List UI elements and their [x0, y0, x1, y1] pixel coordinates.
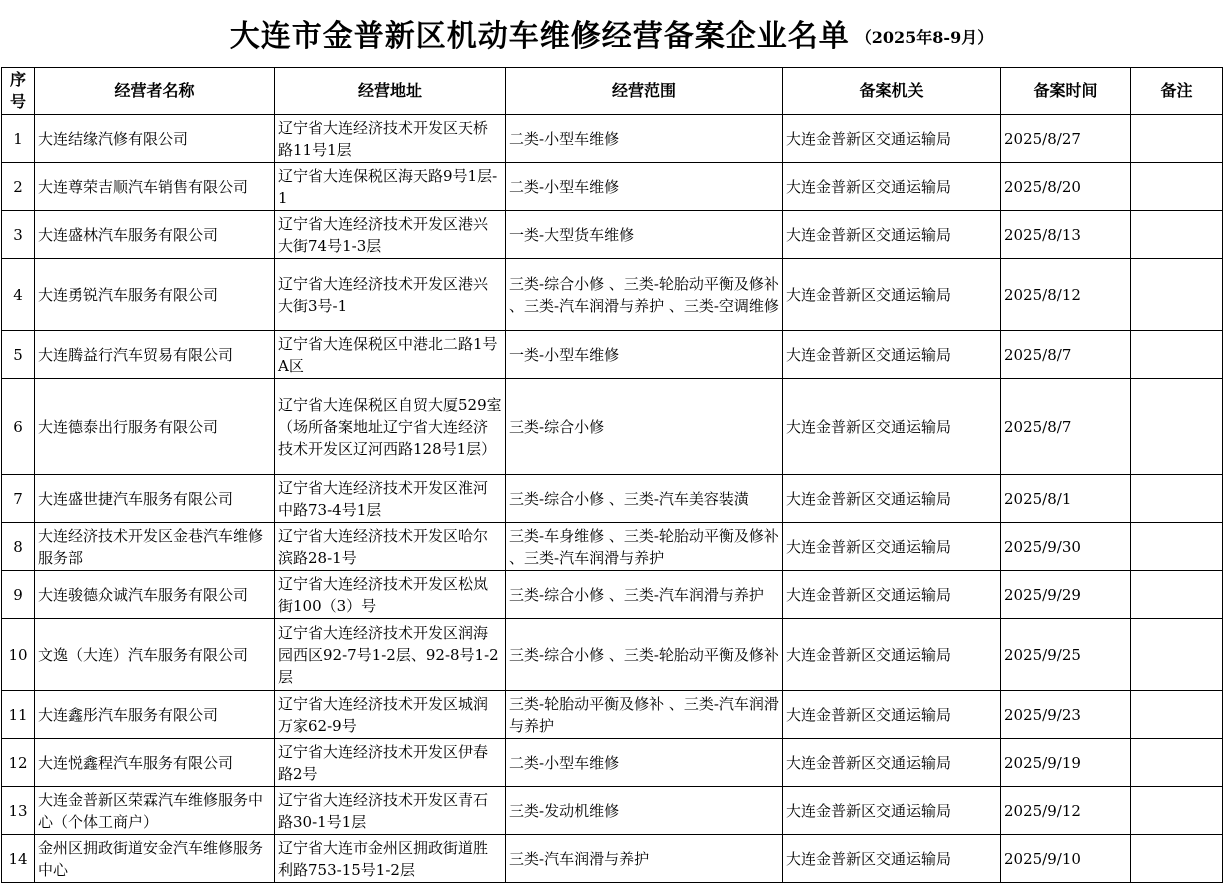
- cell-name: 大连经济技术开发区金巷汽车维修服务部: [35, 523, 275, 571]
- cell-date: 2025/8/20: [1001, 163, 1131, 211]
- cell-seq: 3: [2, 211, 35, 259]
- header-seq: 序号: [2, 68, 35, 115]
- cell-scope: 二类-小型车维修: [506, 115, 783, 163]
- cell-authority: 大连金普新区交通运输局: [783, 259, 1001, 331]
- cell-name: 大连腾益行汽车贸易有限公司: [35, 331, 275, 379]
- cell-remark: [1131, 259, 1223, 331]
- cell-authority: 大连金普新区交通运输局: [783, 787, 1001, 835]
- table-row: [2, 571, 1223, 619]
- cell-scope: 二类-小型车维修: [506, 739, 783, 787]
- cell-authority: 大连金普新区交通运输局: [783, 835, 1001, 883]
- cell-scope: 二类-小型车维修: [506, 163, 783, 211]
- cell-remark: [1131, 835, 1223, 883]
- cell-date: 2025/8/13: [1001, 211, 1131, 259]
- cell-authority: 大连金普新区交通运输局: [783, 691, 1001, 739]
- cell-seq: 7: [2, 475, 35, 523]
- table-row: [2, 163, 1223, 211]
- cell-remark: [1131, 331, 1223, 379]
- cell-seq: 5: [2, 331, 35, 379]
- cell-address: 辽宁省大连保税区自贸大厦529室（场所备案地址辽宁省大连经济技术开发区辽河西路128号1层）: [275, 379, 506, 475]
- registry-table: [1, 67, 1223, 883]
- cell-name: 文逸（大连）汽车服务有限公司: [35, 619, 275, 691]
- header-name: 经营者名称: [35, 68, 275, 115]
- cell-seq: 9: [2, 571, 35, 619]
- cell-scope: 三类-综合小修 、三类-汽车润滑与养护: [506, 571, 783, 619]
- cell-scope: 三类-轮胎动平衡及修补 、三类-汽车润滑与养护: [506, 691, 783, 739]
- cell-remark: [1131, 475, 1223, 523]
- cell-authority: 大连金普新区交通运输局: [783, 211, 1001, 259]
- cell-date: 2025/8/27: [1001, 115, 1131, 163]
- cell-authority: 大连金普新区交通运输局: [783, 331, 1001, 379]
- cell-authority: 大连金普新区交通运输局: [783, 619, 1001, 691]
- page-subtitle: （2025年8-9月）: [855, 27, 994, 47]
- cell-seq: 4: [2, 259, 35, 331]
- cell-date: 2025/8/12: [1001, 259, 1131, 331]
- cell-authority: 大连金普新区交通运输局: [783, 163, 1001, 211]
- cell-address: 辽宁省大连经济技术开发区润海园西区92-7号1-2层、92-8号1-2层: [275, 619, 506, 691]
- cell-seq: 12: [2, 739, 35, 787]
- table-row: [2, 691, 1223, 739]
- cell-date: 2025/8/1: [1001, 475, 1131, 523]
- table-row: [2, 523, 1223, 571]
- table-row: [2, 115, 1223, 163]
- cell-seq: 6: [2, 379, 35, 475]
- cell-seq: 10: [2, 619, 35, 691]
- cell-remark: [1131, 571, 1223, 619]
- cell-remark: [1131, 787, 1223, 835]
- cell-scope: 三类-车身维修 、三类-轮胎动平衡及修补 、三类-汽车润滑与养护: [506, 523, 783, 571]
- cell-scope: 三类-综合小修 、三类-汽车美容装潢: [506, 475, 783, 523]
- cell-address: 辽宁省大连经济技术开发区淮河中路73-4号1层: [275, 475, 506, 523]
- cell-date: 2025/9/19: [1001, 739, 1131, 787]
- cell-authority: 大连金普新区交通运输局: [783, 475, 1001, 523]
- table-row: [2, 259, 1223, 331]
- cell-remark: [1131, 163, 1223, 211]
- cell-remark: [1131, 115, 1223, 163]
- cell-authority: 大连金普新区交通运输局: [783, 115, 1001, 163]
- cell-address: 辽宁省大连经济技术开发区青石路30-1号1层: [275, 787, 506, 835]
- cell-address: 辽宁省大连经济技术开发区天桥路11号1层: [275, 115, 506, 163]
- cell-scope: 三类-综合小修 、三类-轮胎动平衡及修补: [506, 619, 783, 691]
- title-row: [0, 0, 1223, 66]
- header-scope: 经营范围: [506, 68, 783, 115]
- cell-address: 辽宁省大连经济技术开发区哈尔滨路28-1号: [275, 523, 506, 571]
- header-remark: 备注: [1131, 68, 1223, 115]
- table-row: [2, 787, 1223, 835]
- cell-scope: 一类-大型货车维修: [506, 211, 783, 259]
- cell-seq: 8: [2, 523, 35, 571]
- page-title: 大连市金普新区机动车维修经营备案企业名单: [229, 19, 850, 54]
- cell-address: 辽宁省大连保税区中港北二路1号A区: [275, 331, 506, 379]
- header-date: 备案时间: [1001, 68, 1131, 115]
- cell-remark: [1131, 619, 1223, 691]
- cell-address: 辽宁省大连市金州区拥政街道胜利路753-15号1-2层: [275, 835, 506, 883]
- cell-date: 2025/9/12: [1001, 787, 1131, 835]
- cell-address: 辽宁省大连经济技术开发区城润万家62-9号: [275, 691, 506, 739]
- cell-name: 大连尊荣吉顺汽车销售有限公司: [35, 163, 275, 211]
- table-row: [2, 835, 1223, 883]
- table-row: [2, 211, 1223, 259]
- cell-remark: [1131, 739, 1223, 787]
- cell-address: 辽宁省大连经济技术开发区伊春路2号: [275, 739, 506, 787]
- cell-name: 大连悦鑫程汽车服务有限公司: [35, 739, 275, 787]
- cell-authority: 大连金普新区交通运输局: [783, 739, 1001, 787]
- cell-name: 大连结缘汽修有限公司: [35, 115, 275, 163]
- cell-remark: [1131, 211, 1223, 259]
- cell-date: 2025/9/10: [1001, 835, 1131, 883]
- cell-name: 金州区拥政街道安金汽车维修服务中心: [35, 835, 275, 883]
- cell-address: 辽宁省大连经济技术开发区港兴大街3号-1: [275, 259, 506, 331]
- cell-seq: 2: [2, 163, 35, 211]
- cell-scope: 三类-综合小修: [506, 379, 783, 475]
- table-row: [2, 379, 1223, 475]
- header-address: 经营地址: [275, 68, 506, 115]
- cell-address: 辽宁省大连经济技术开发区港兴大街74号1-3层: [275, 211, 506, 259]
- header-authority: 备案机关: [783, 68, 1001, 115]
- cell-seq: 13: [2, 787, 35, 835]
- cell-name: 大连盛林汽车服务有限公司: [35, 211, 275, 259]
- cell-address: 辽宁省大连保税区海天路9号1层-1: [275, 163, 506, 211]
- cell-scope: 三类-汽车润滑与养护: [506, 835, 783, 883]
- cell-authority: 大连金普新区交通运输局: [783, 571, 1001, 619]
- cell-date: 2025/9/30: [1001, 523, 1131, 571]
- cell-remark: [1131, 523, 1223, 571]
- cell-name: 大连金普新区荣霖汽车维修服务中心（个体工商户）: [35, 787, 275, 835]
- table-row: [2, 331, 1223, 379]
- cell-name: 大连骏德众诚汽车服务有限公司: [35, 571, 275, 619]
- cell-scope: 三类-综合小修 、三类-轮胎动平衡及修补 、三类-汽车润滑与养护 、三类-空调维修: [506, 259, 783, 331]
- table-row: [2, 475, 1223, 523]
- cell-date: 2025/8/7: [1001, 379, 1131, 475]
- cell-name: 大连德泰出行服务有限公司: [35, 379, 275, 475]
- cell-date: 2025/9/25: [1001, 619, 1131, 691]
- cell-authority: 大连金普新区交通运输局: [783, 523, 1001, 571]
- cell-remark: [1131, 379, 1223, 475]
- header-row: [2, 68, 1223, 115]
- cell-seq: 1: [2, 115, 35, 163]
- cell-name: 大连鑫彤汽车服务有限公司: [35, 691, 275, 739]
- table-row: [2, 619, 1223, 691]
- cell-name: 大连盛世捷汽车服务有限公司: [35, 475, 275, 523]
- cell-name: 大连勇锐汽车服务有限公司: [35, 259, 275, 331]
- cell-scope: 一类-小型车维修: [506, 331, 783, 379]
- cell-remark: [1131, 691, 1223, 739]
- cell-seq: 11: [2, 691, 35, 739]
- cell-authority: 大连金普新区交通运输局: [783, 379, 1001, 475]
- cell-date: 2025/9/23: [1001, 691, 1131, 739]
- table-row: [2, 739, 1223, 787]
- cell-scope: 三类-发动机维修: [506, 787, 783, 835]
- cell-date: 2025/8/7: [1001, 331, 1131, 379]
- cell-address: 辽宁省大连经济技术开发区松岚街100（3）号: [275, 571, 506, 619]
- cell-date: 2025/9/29: [1001, 571, 1131, 619]
- cell-seq: 14: [2, 835, 35, 883]
